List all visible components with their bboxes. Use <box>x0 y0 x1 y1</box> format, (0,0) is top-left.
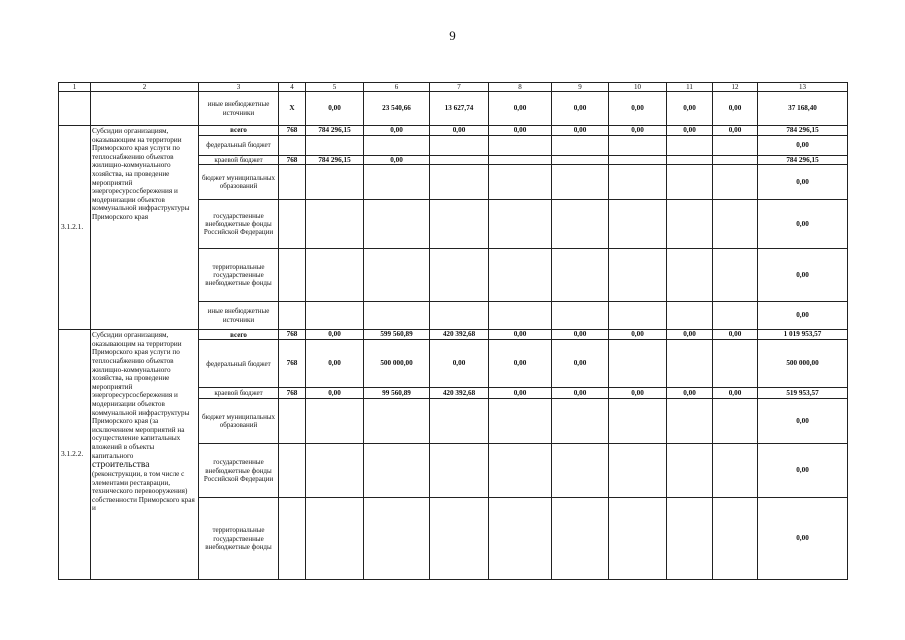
value-cell <box>306 399 364 444</box>
value-cell <box>489 155 552 165</box>
value-cell <box>489 444 552 498</box>
value-cell: 0,00 <box>552 330 609 340</box>
value-cell <box>667 249 713 302</box>
value-cell: 0,00 <box>758 165 848 200</box>
col-header: 10 <box>609 83 667 92</box>
col-header: 11 <box>667 83 713 92</box>
value-cell <box>430 498 489 580</box>
value-cell <box>609 498 667 580</box>
value-cell <box>552 165 609 200</box>
row-name-text: Субсидии организациям, оказывающим на территории Приморского края услуги по теплоснабжению объектов жилищно-коммунального хозяйства, на проведение мероприятий энергоресурсосбережения и модернизации объектов коммунальной инфраструктуры Приморского края (за исключением мероприятий на осуществление капитальных вложений в объекты капитального <box>92 331 190 460</box>
value-cell <box>552 135 609 155</box>
value-cell <box>364 135 430 155</box>
row-number-cell <box>59 92 91 126</box>
value-cell <box>609 165 667 200</box>
value-cell <box>430 249 489 302</box>
value-cell <box>430 399 489 444</box>
value-cell: 1 019 953,57 <box>758 330 848 340</box>
value-cell: 768 <box>279 388 306 399</box>
value-cell <box>667 135 713 155</box>
value-cell <box>489 165 552 200</box>
source-cell: федеральный бюджет <box>199 340 279 388</box>
value-cell <box>489 302 552 330</box>
value-cell <box>713 444 758 498</box>
value-cell <box>306 249 364 302</box>
value-cell <box>489 200 552 249</box>
value-cell <box>667 165 713 200</box>
value-cell: 500 000,00 <box>364 340 430 388</box>
value-cell <box>609 302 667 330</box>
value-cell <box>279 498 306 580</box>
value-cell <box>306 302 364 330</box>
value-cell: 0,00 <box>489 388 552 399</box>
value-cell <box>430 302 489 330</box>
value-cell: 0,00 <box>430 340 489 388</box>
value-cell <box>552 444 609 498</box>
value-cell: 0,00 <box>758 302 848 330</box>
value-cell <box>667 498 713 580</box>
value-cell: 0,00 <box>667 388 713 399</box>
value-cell: 420 392,68 <box>430 330 489 340</box>
table-row <box>59 92 848 126</box>
value-cell: 0,00 <box>713 388 758 399</box>
value-cell: 0,00 <box>552 340 609 388</box>
value-cell <box>713 165 758 200</box>
value-cell: 768 <box>279 126 306 136</box>
value-cell <box>609 249 667 302</box>
value-cell <box>430 165 489 200</box>
value-cell: 0,00 <box>489 340 552 388</box>
col-header: 2 <box>91 83 199 92</box>
col-header: 9 <box>552 83 609 92</box>
value-cell <box>364 399 430 444</box>
source-cell: иные внебюджетные источники <box>199 302 279 330</box>
value-cell <box>713 302 758 330</box>
value-cell: 0,00 <box>364 126 430 136</box>
value-cell <box>279 200 306 249</box>
value-cell: 0,00 <box>609 92 667 126</box>
value-cell <box>713 200 758 249</box>
value-cell <box>667 302 713 330</box>
value-cell: 0,00 <box>758 135 848 155</box>
value-cell: 13 627,74 <box>430 92 489 126</box>
value-cell <box>552 498 609 580</box>
value-cell: 23 540,66 <box>364 92 430 126</box>
value-cell <box>364 302 430 330</box>
value-cell <box>713 249 758 302</box>
value-cell <box>609 155 667 165</box>
value-cell <box>552 200 609 249</box>
value-cell <box>279 399 306 444</box>
value-cell <box>430 200 489 249</box>
value-cell <box>489 498 552 580</box>
value-cell: 0,00 <box>713 126 758 136</box>
value-cell: 0,00 <box>713 92 758 126</box>
value-cell <box>609 200 667 249</box>
value-cell <box>713 399 758 444</box>
value-cell <box>609 444 667 498</box>
value-cell <box>364 444 430 498</box>
value-cell <box>279 135 306 155</box>
table-row <box>59 330 848 340</box>
value-cell: 784 296,15 <box>306 155 364 165</box>
value-cell: 0,00 <box>430 126 489 136</box>
value-cell <box>489 249 552 302</box>
row-name-text: строительства <box>92 460 150 471</box>
col-header: 8 <box>489 83 552 92</box>
value-cell <box>667 444 713 498</box>
row-name-cell <box>91 92 199 126</box>
section-3-1-2-1 <box>59 126 848 330</box>
value-cell <box>306 135 364 155</box>
budget-table <box>58 82 848 580</box>
value-cell <box>552 399 609 444</box>
value-cell <box>279 302 306 330</box>
value-cell <box>364 165 430 200</box>
value-cell <box>552 302 609 330</box>
value-cell: 0,00 <box>306 92 364 126</box>
value-cell: 0,00 <box>306 330 364 340</box>
value-cell <box>552 249 609 302</box>
row-number-cell: 3.1.2.2. <box>59 330 91 580</box>
value-cell: 0,00 <box>552 92 609 126</box>
value-cell <box>364 498 430 580</box>
value-cell: 0,00 <box>489 92 552 126</box>
value-cell: 0,00 <box>758 399 848 444</box>
value-cell <box>552 155 609 165</box>
value-cell <box>609 399 667 444</box>
value-cell: 0,00 <box>552 388 609 399</box>
col-header: 4 <box>279 83 306 92</box>
col-header: 7 <box>430 83 489 92</box>
col-header: 1 <box>59 83 91 92</box>
value-cell: 784 296,15 <box>758 155 848 165</box>
value-cell: 99 560,89 <box>364 388 430 399</box>
header-row <box>59 83 848 92</box>
value-cell: 0,00 <box>552 126 609 136</box>
source-cell: государственные внебюджетные фонды Российской Федерации <box>199 200 279 249</box>
value-cell: 0,00 <box>713 330 758 340</box>
page-number: 9 <box>449 28 456 43</box>
value-cell <box>430 444 489 498</box>
value-cell <box>430 155 489 165</box>
value-cell <box>609 340 667 388</box>
source-cell: краевой бюджет <box>199 388 279 399</box>
value-cell <box>364 249 430 302</box>
value-cell: 599 560,89 <box>364 330 430 340</box>
value-cell: 0,00 <box>667 126 713 136</box>
source-cell: федеральный бюджет <box>199 135 279 155</box>
source-cell: иные внебюджетные источники <box>199 92 279 126</box>
source-cell: бюджет муниципальных образований <box>199 399 279 444</box>
value-cell <box>667 399 713 444</box>
value-cell <box>306 200 364 249</box>
value-cell: 784 296,15 <box>758 126 848 136</box>
value-cell <box>306 498 364 580</box>
value-cell: 0,00 <box>667 330 713 340</box>
value-cell: 519 953,57 <box>758 388 848 399</box>
value-cell <box>609 135 667 155</box>
value-cell <box>667 155 713 165</box>
col-header: 13 <box>758 83 848 92</box>
value-cell <box>667 200 713 249</box>
value-cell: 420 392,68 <box>430 388 489 399</box>
value-cell <box>430 135 489 155</box>
section-3-1-2-2 <box>59 330 848 580</box>
value-cell: 0,00 <box>758 498 848 580</box>
value-cell: 0,00 <box>364 155 430 165</box>
value-cell: 0,00 <box>758 200 848 249</box>
value-cell: 768 <box>279 340 306 388</box>
value-cell: 37 168,40 <box>758 92 848 126</box>
value-cell <box>489 135 552 155</box>
value-cell <box>713 340 758 388</box>
value-cell: 0,00 <box>667 92 713 126</box>
source-cell: бюджет муниципальных образований <box>199 165 279 200</box>
value-cell: 768 <box>279 330 306 340</box>
value-cell: 0,00 <box>609 126 667 136</box>
source-cell: территориальные государственные внебюджетные фонды <box>199 249 279 302</box>
value-cell: 0,00 <box>609 388 667 399</box>
value-cell <box>667 340 713 388</box>
source-cell: территориальные государственные внебюджетные фонды <box>199 498 279 580</box>
value-cell <box>713 135 758 155</box>
row-name-cell <box>91 126 199 330</box>
value-cell: 500 000,00 <box>758 340 848 388</box>
table-row <box>59 126 848 136</box>
row-number-cell: 3.1.2.1. <box>59 126 91 330</box>
value-cell: 784 296,15 <box>306 126 364 136</box>
col-header: 12 <box>713 83 758 92</box>
value-cell <box>364 200 430 249</box>
value-cell: 0,00 <box>609 330 667 340</box>
value-cell <box>306 444 364 498</box>
value-cell <box>489 399 552 444</box>
col-header: 5 <box>306 83 364 92</box>
source-cell: государственные внебюджетные фонды Российской Федерации <box>199 444 279 498</box>
value-cell <box>279 165 306 200</box>
value-cell <box>713 498 758 580</box>
value-cell: 0,00 <box>306 388 364 399</box>
value-cell <box>306 165 364 200</box>
row-name-text: (реконструкции, в том числе с элементами реставрации, технического перевооружения) собственности Приморского края и <box>92 470 195 513</box>
value-cell: 0,00 <box>306 340 364 388</box>
value-cell <box>279 249 306 302</box>
value-cell: 0,00 <box>489 330 552 340</box>
value-cell: 0,00 <box>489 126 552 136</box>
value-cell <box>713 155 758 165</box>
row-name-cell <box>91 330 199 580</box>
row-name-text: Субсидии организациям, оказывающим на территории Приморского края услуги по теплоснабжению объектов жилищно-коммунального хозяйства, на проведение мероприятий энергоресурсосбережения и модернизации объектов коммунальной инфраструктуры Приморского края <box>92 127 190 221</box>
source-cell: краевой бюджет <box>199 155 279 165</box>
col-header: 3 <box>199 83 279 92</box>
source-cell: всего <box>199 126 279 136</box>
value-cell <box>279 444 306 498</box>
value-cell: 768 <box>279 155 306 165</box>
value-cell: Х <box>279 92 306 126</box>
col-header: 6 <box>364 83 430 92</box>
value-cell: 0,00 <box>758 444 848 498</box>
value-cell: 0,00 <box>758 249 848 302</box>
source-cell: всего <box>199 330 279 340</box>
